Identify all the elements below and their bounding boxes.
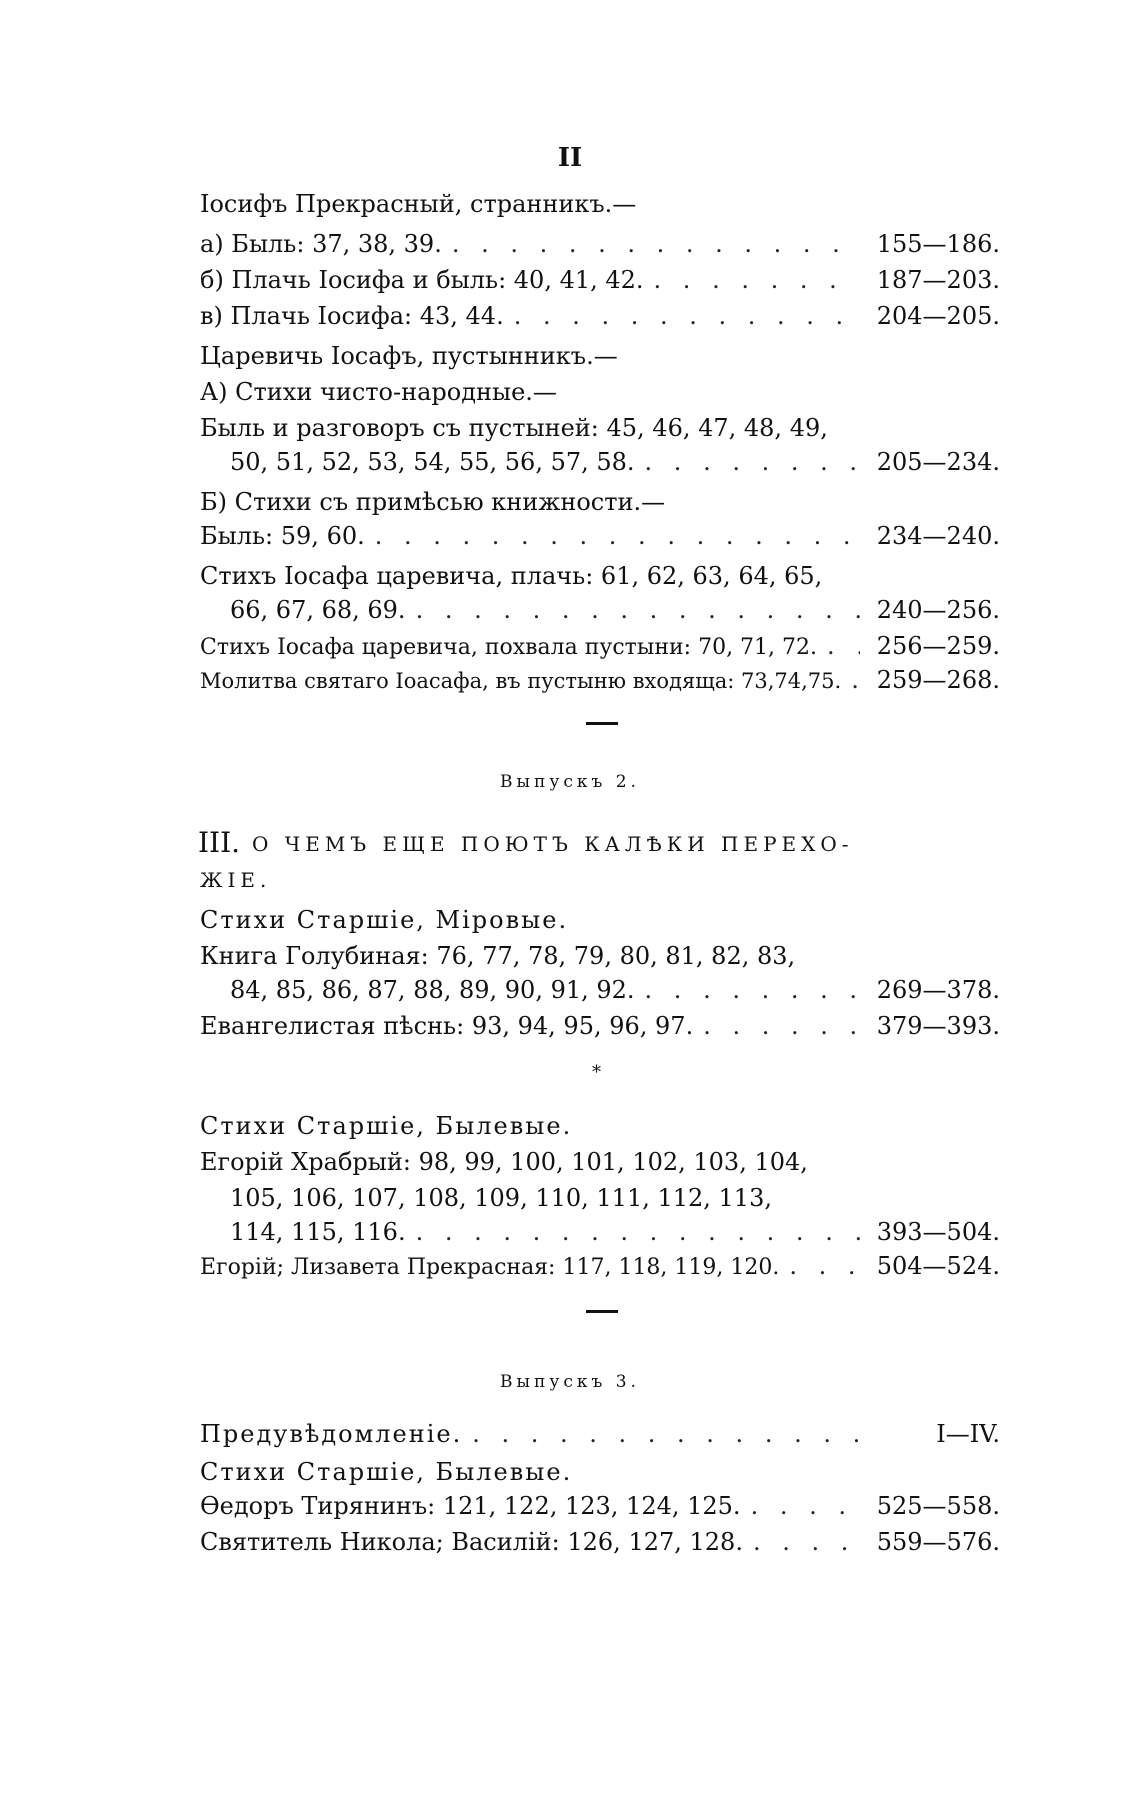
entry-label: а) Быль: 37, 38, 39. bbox=[200, 230, 442, 258]
issue-heading-2: Выпускъ 2. bbox=[500, 772, 640, 792]
entry-label: б) Плачь Iосифа и быль: 40, 41, 42. bbox=[200, 266, 644, 294]
entry-pages: 525—558. bbox=[876, 1492, 1000, 1520]
leader-dots bbox=[472, 1420, 860, 1448]
toc-entry bbox=[230, 448, 1000, 488]
entry-pages: 393—504. bbox=[876, 1218, 1000, 1246]
entry-pages: 379—393. bbox=[876, 1012, 1000, 1040]
entry-label: 66, 67, 68, 69. bbox=[230, 596, 406, 624]
toc-entry bbox=[230, 596, 1000, 636]
section-rule bbox=[586, 1310, 618, 1313]
toc-entry bbox=[200, 1012, 1000, 1052]
toc-entry bbox=[200, 1492, 1000, 1532]
leader-dots bbox=[851, 666, 860, 694]
part-number: III. bbox=[198, 826, 241, 859]
page-number: II bbox=[557, 143, 583, 173]
leader-dots bbox=[416, 596, 860, 624]
entry-pages: 259—268. bbox=[876, 666, 1000, 694]
entry-label: Святитель Никола; Василiй: 126, 127, 128. bbox=[200, 1528, 743, 1556]
entry-pages: 269—378. bbox=[876, 976, 1000, 1004]
entry-pages: 504—524. bbox=[876, 1252, 1000, 1280]
entry-pages: 240—256. bbox=[876, 596, 1000, 624]
entry-label: Егорiй; Лизавета Прекрасная: 117, 118, 119, 120. bbox=[200, 1255, 780, 1280]
toc-entry-line: 105, 106, 107, 108, 109, 110, 111, 112, 113, bbox=[230, 1184, 772, 1212]
leader-dots bbox=[703, 1012, 860, 1040]
leader-dots bbox=[416, 1218, 860, 1246]
entry-pages: 187—203. bbox=[876, 266, 1000, 294]
toc-entry bbox=[200, 1252, 1000, 1292]
toc-entry bbox=[200, 522, 1000, 562]
leader-dots bbox=[452, 230, 860, 258]
part-title-line1: О ЧЕМЪ ЕЩЕ ПОЮТЪ КАЛѢКИ ПЕРЕХО- bbox=[252, 832, 854, 856]
toc-entry bbox=[200, 666, 1000, 706]
subsection-heading: Стихи Старшiе, Былевые. bbox=[200, 1458, 573, 1486]
entry-pages: 559—576. bbox=[876, 1528, 1000, 1556]
entry-pages: 155—186. bbox=[876, 230, 1000, 258]
toc-entry bbox=[200, 1528, 1000, 1568]
entry-label: 84, 85, 86, 87, 88, 89, 90, 91, 92. bbox=[230, 976, 635, 1004]
entry-label: Ѳедоръ Тирянинъ: 121, 122, 123, 124, 125. bbox=[200, 1492, 741, 1520]
section-title-iosif: Iосифъ Прекрасный, странникъ.— bbox=[200, 190, 637, 218]
entry-label: Стихъ Iосафа царевича, похвала пустыни: 70, 71, 72. bbox=[200, 635, 818, 660]
toc-entry-line: Быль и разговоръ съ пустыней: 45, 46, 47, 48, 49, bbox=[200, 414, 828, 442]
leader-dots bbox=[645, 976, 860, 1004]
entry-pages: 234—240. bbox=[876, 522, 1000, 550]
toc-entry-line: Книга Голубиная: 76, 77, 78, 79, 80, 81, 82, 83, bbox=[200, 942, 796, 970]
section-rule bbox=[586, 722, 618, 725]
asterisk-separator: * bbox=[592, 1062, 601, 1083]
entry-label: Предувѣдомленiе. bbox=[200, 1420, 463, 1448]
leader-dots bbox=[375, 522, 860, 550]
issue-heading-3: Выпускъ 3. bbox=[500, 1372, 640, 1392]
toc-entry bbox=[230, 976, 1000, 1016]
toc-entry-line: Стихъ Iосафа царевича, плачь: 61, 62, 63, 64, 65, bbox=[200, 562, 823, 590]
leader-dots bbox=[645, 448, 860, 476]
subsection-heading: Стихи Старшiе, Мiровые. bbox=[200, 906, 569, 934]
toc-entry-line: Егорiй Храбрый: 98, 99, 100, 101, 102, 103, 104, bbox=[200, 1148, 808, 1176]
part-title-line2: ЖIЕ. bbox=[200, 868, 272, 892]
toc-entry bbox=[200, 230, 1000, 270]
leader-dots bbox=[751, 1492, 860, 1520]
entry-pages: 205—234. bbox=[876, 448, 1000, 476]
entry-label: Евангелистая пѣснь: 93, 94, 95, 96, 97. bbox=[200, 1012, 694, 1040]
entry-pages: I—IV. bbox=[936, 1420, 1000, 1448]
entry-pages: 256—259. bbox=[876, 632, 1000, 660]
entry-label: в) Плачь Iосифа: 43, 44. bbox=[200, 302, 504, 330]
subsection-a: А) Стихи чисто-народные.— bbox=[200, 378, 557, 406]
leader-dots bbox=[827, 632, 860, 660]
entry-label: Молитва святаго Iоасафа, въ пустыню входяща: 73,74,75. bbox=[200, 669, 842, 693]
subsection-heading: Стихи Старшiе, Былевые. bbox=[200, 1112, 573, 1140]
toc-entry bbox=[200, 302, 1000, 342]
leader-dots bbox=[514, 302, 860, 330]
leader-dots bbox=[789, 1252, 860, 1280]
toc-entry bbox=[200, 266, 1000, 306]
leader-dots bbox=[654, 266, 860, 294]
entry-label: 114, 115, 116. bbox=[230, 1218, 406, 1246]
entry-pages: 204—205. bbox=[876, 302, 1000, 330]
section-title-iosaf: Царевичь Iосафъ, пустынникъ.— bbox=[200, 342, 618, 370]
toc-entry bbox=[200, 1420, 1000, 1460]
leader-dots bbox=[753, 1528, 860, 1556]
entry-label: Быль: 59, 60. bbox=[200, 522, 365, 550]
subsection-b: Б) Стихи съ примѣсью книжности.— bbox=[200, 488, 666, 516]
entry-label: 50, 51, 52, 53, 54, 55, 56, 57, 58. bbox=[230, 448, 635, 476]
